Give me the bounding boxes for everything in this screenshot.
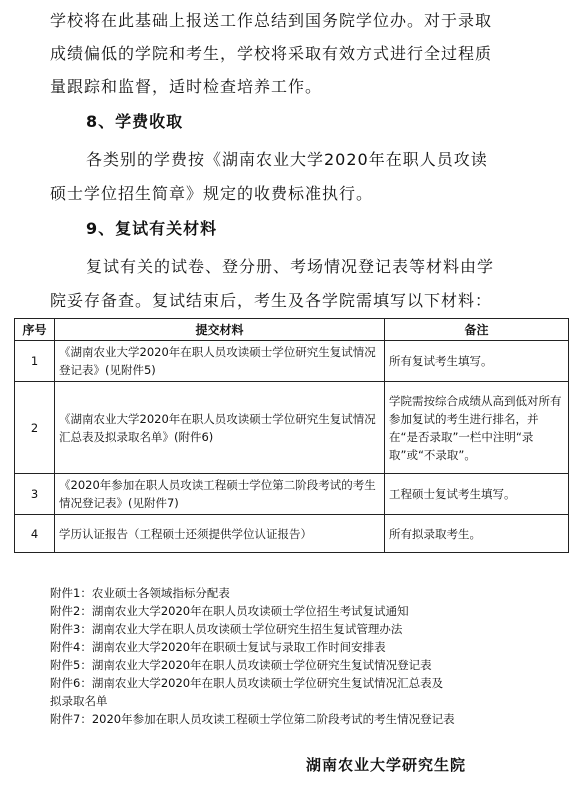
attachment-item: 附件7：2020年参加在职人员攻读工程硕士学位第二阶段考试的考生情况登记表 — [50, 712, 455, 726]
row-note: 所有拟录取考生。 — [385, 515, 569, 553]
section-heading-materials: 9、复试有关材料 — [86, 219, 218, 238]
attachment-item: 拟录取名单 — [50, 694, 108, 708]
attachment-item: 附件2：湖南农业大学2020年在职人员攻读硕士学位招生考试复试通知 — [50, 604, 409, 618]
table-row — [15, 474, 569, 515]
paragraph-line: 复试有关的试卷、登分册、考场情况登记表等材料由学 — [86, 257, 495, 276]
paragraph-line: 量跟踪和监督，适时检查培养工作。 — [50, 77, 323, 96]
materials-table — [14, 318, 569, 553]
attachment-item: 附件3：湖南农业大学在职人员攻读硕士学位研究生招生复试管理办法 — [50, 622, 403, 636]
paragraph-line: 成绩偏低的学院和考生，学校将采取有效方式进行全过程质 — [50, 44, 493, 63]
row-no: 1 — [15, 341, 55, 382]
row-material: 《2020年参加在职人员攻读工程硕士学位第二阶段考试的考生情况登记表》(见附件7) — [55, 474, 385, 515]
header-material: 提交材料 — [55, 319, 385, 341]
row-note: 学院需按综合成绩从高到低对所有参加复试的考生进行排名，并在“是否录取”一栏中注明“录取”或“不录取”。 — [385, 382, 569, 474]
attachment-item: 附件6：湖南农业大学2020年在职人员攻读硕士学位研究生复试情况汇总表及 — [50, 676, 444, 690]
row-no: 4 — [15, 515, 55, 553]
attachment-item: 附件4：湖南农业大学2020年在职硕士复试与录取工作时间安排表 — [50, 640, 386, 654]
paragraph-line: 硕士学位招生简章》规定的收费标准执行。 — [50, 184, 374, 203]
table-row — [15, 341, 569, 382]
row-no: 3 — [15, 474, 55, 515]
row-note: 工程硕士复试考生填写。 — [385, 474, 569, 515]
table-row — [15, 382, 569, 474]
attachment-item: 附件5：湖南农业大学2020年在职人员攻读硕士学位研究生复试情况登记表 — [50, 658, 432, 672]
row-material: 《湖南农业大学2020年在职人员攻读硕士学位研究生复试情况登记表》(见附件5) — [55, 341, 385, 382]
paragraph-line: 院妥存备查。复试结束后，考生及各学院需填写以下材料： — [50, 291, 493, 310]
paragraph-line: 学校将在此基础上报送工作总结到国务院学位办。对于录取 — [50, 11, 493, 30]
section-heading-tuition: 8、学费收取 — [86, 112, 184, 131]
table-row — [15, 515, 569, 553]
signature-organization: 湖南农业大学研究生院 — [306, 756, 467, 774]
header-no: 序号 — [15, 319, 55, 341]
row-material: 《湖南农业大学2020年在职人员攻读硕士学位研究生复试情况汇总表及拟录取名单》(附件6) — [55, 382, 385, 474]
table-header-row — [15, 319, 569, 341]
header-note: 备注 — [385, 319, 569, 341]
row-note: 所有复试考生填写。 — [385, 341, 569, 382]
attachment-item: 附件1：农业硕士各领域指标分配表 — [50, 586, 230, 600]
row-material: 学历认证报告（工程硕士还须提供学位认证报告） — [55, 515, 385, 553]
paragraph-line: 各类别的学费按《湖南农业大学2020年在职人员攻读 — [86, 150, 488, 169]
row-no: 2 — [15, 382, 55, 474]
